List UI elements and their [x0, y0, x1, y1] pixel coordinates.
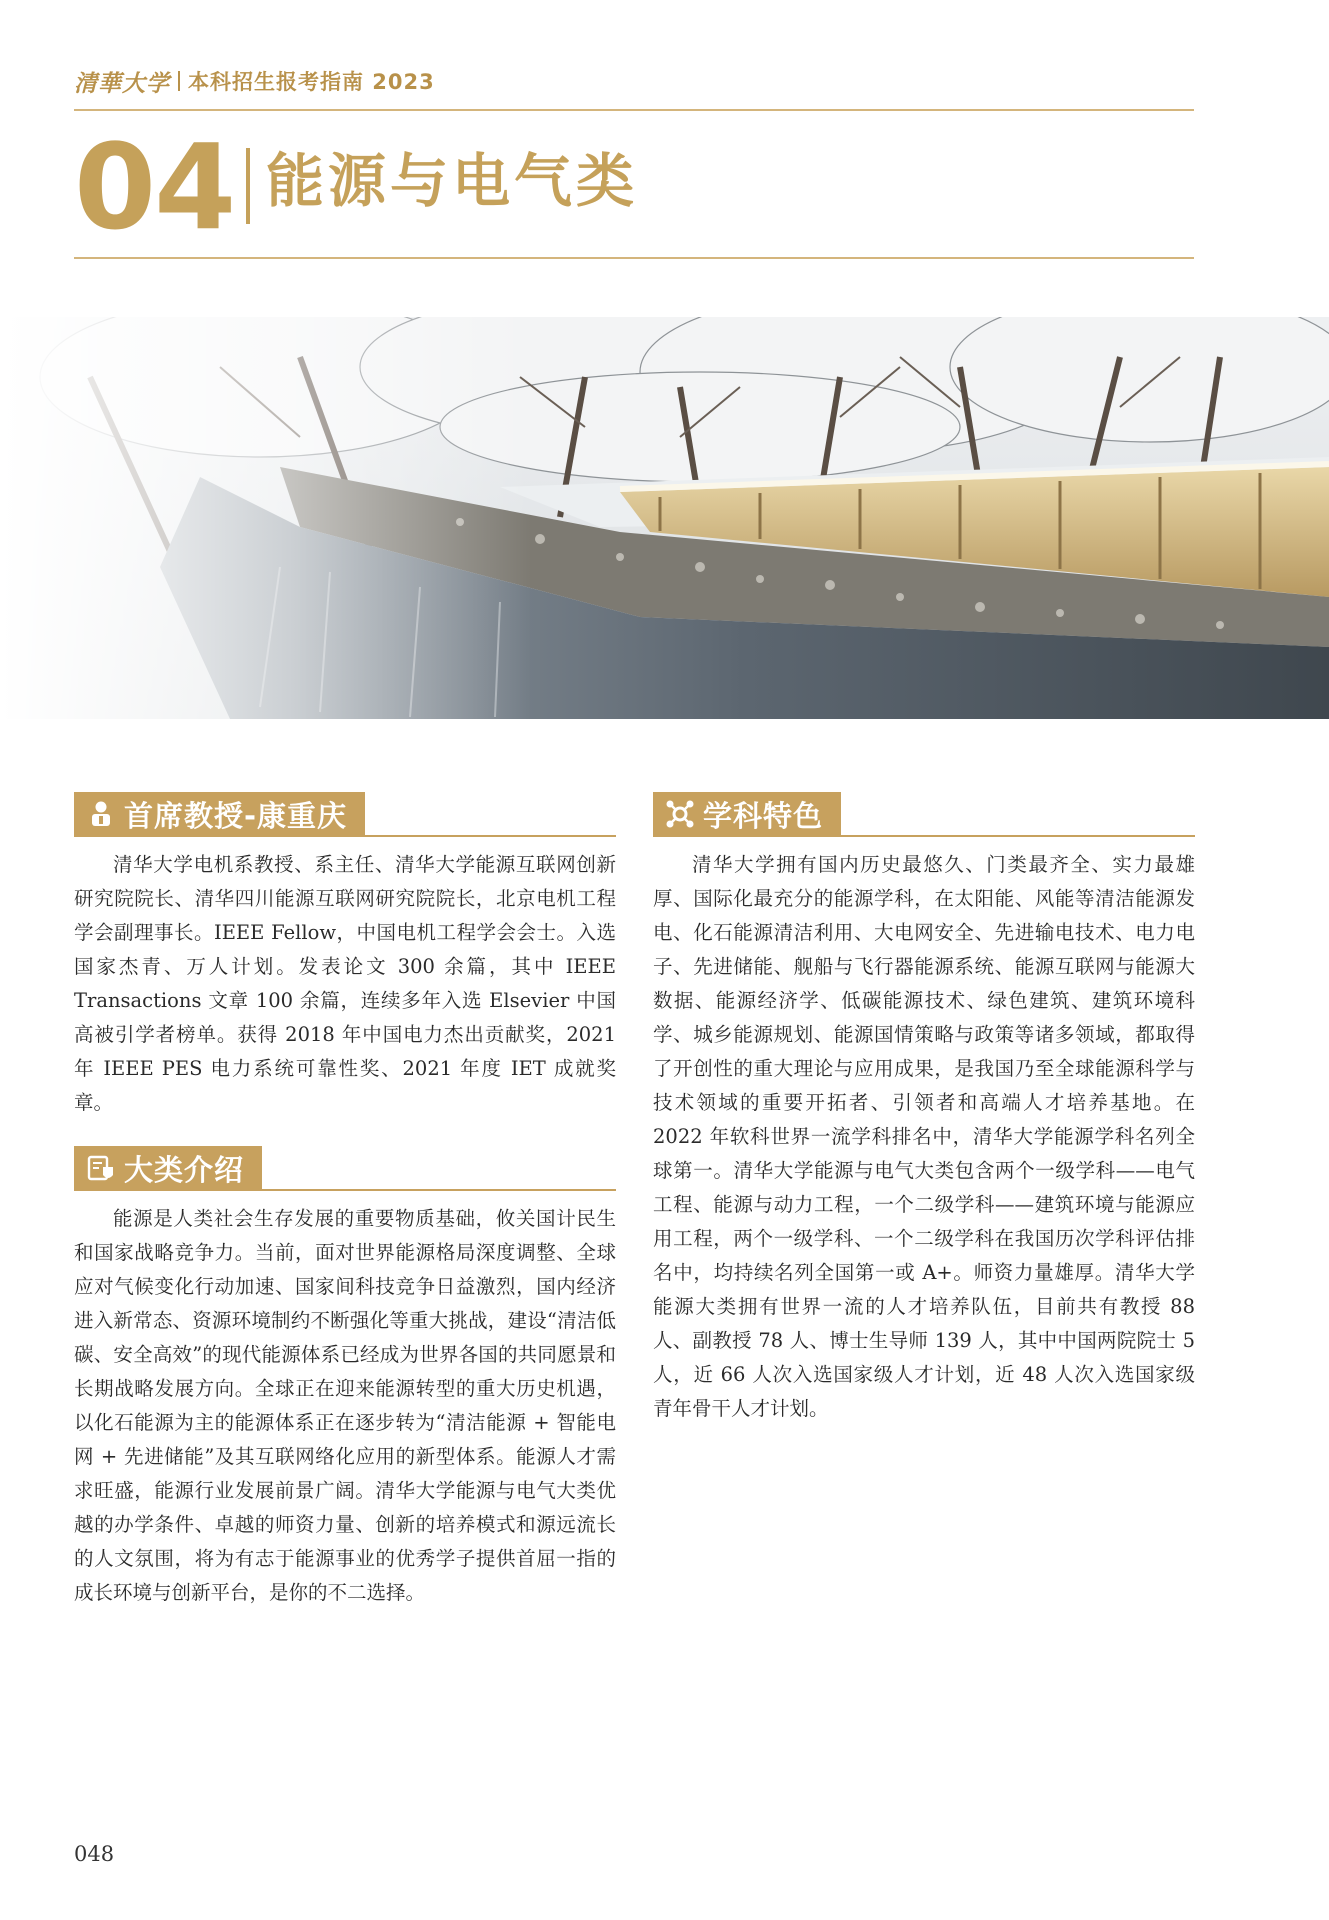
chapter-number: 04 — [74, 118, 235, 256]
right-column — [653, 792, 1195, 1452]
chapter-rule — [74, 257, 1194, 259]
header-divider — [178, 71, 180, 91]
left-column — [74, 792, 616, 1636]
professor-section-tab — [74, 792, 365, 836]
chapter-divider — [246, 148, 250, 224]
snow-campus-river-photo — [0, 317, 1329, 719]
professor-section-header — [74, 792, 616, 836]
chapter-title: 能源与电气类 — [266, 147, 639, 215]
section-rule — [74, 1189, 616, 1191]
features-section-tab — [653, 792, 841, 836]
header-rule — [74, 109, 1194, 111]
intro-body: 能源是人类社会生存发展的重要物质基础，攸关国计民生和国家战略竞争力。当前，面对世界能源格局深度调整、全球应对气候变化行动加速、国家间科技竞争日益激烈，国内经济进入新常态、资源环境制约不断强化等重大挑战，建设“清洁低碳、安全高效”的现代能源体系已经成为世界各国的共同愿景和长期战略发展方向。全球正在迎来能源转型的重大历史机遇，以化石能源为主的能源体系正在逐步转为“清洁能源 + 智能电网 + 先进储能”及其互联网络化应用的新型体系。能源人才需求旺盛，能源行业发展前景广阔。清华大学能源与电气大类优越的办学条件、卓越的师资力量、创新的培养模式和源远流长的人文氛围，将为有志于能源事业的优秀学子提供首屈一指的成长环境与创新平台，是你的不二选择。 — [74, 1207, 616, 1604]
page-number: 048 — [74, 1842, 115, 1866]
university-logo: 清華大学 — [74, 69, 170, 97]
person-icon — [86, 799, 116, 829]
intro-section-tab — [74, 1146, 262, 1190]
features-section-header — [653, 792, 1195, 836]
section-rule — [653, 835, 1195, 837]
features-heading: 学科特色 — [703, 798, 824, 833]
hero-photo — [0, 317, 1329, 719]
running-header — [74, 66, 435, 96]
network-nodes-icon — [665, 799, 695, 829]
intro-section-header — [74, 1146, 616, 1190]
professor-heading: 首席教授-康重庆 — [124, 798, 348, 833]
intro-heading: 大类介绍 — [124, 1152, 245, 1187]
guide-title: 本科招生报考指南 2023 — [188, 70, 435, 94]
features-body: 清华大学拥有国内历史最悠久、门类最齐全、实力最雄厚、国际化最充分的能源学科，在太阳能、风能等清洁能源发电、化石能源清洁利用、大电网安全、先进输电技术、电力电子、先进储能、舰船与飞行器能源系统、能源互联网与能源大数据、能源经济学、低碳能源技术、绿色建筑、建筑环境科学、城乡能源规划、能源国情策略与政策等诸多领域，都取得了开创性的重大理论与应用成果，是我国乃至全球能源科学与技术领域的重要开拓者、引领者和高端人才培养基地。在 2022 年软科世界一流学科排名中，清华大学能源学科名列全球第一。清华大学能源与电气大类包含两个一级学科——电气工程、能源与动力工程，一个二级学科——建筑环境与能源应用工程，两个一级学科、一个二级学科在我国历次学科评估排名中，均持续名列全国第一或 A+。师资力量雄厚。清华大学能源大类拥有世界一流的人才培养队伍，目前共有教授 88 人、副教授 78 人、博士生导师 139 人，其中中国两院院士 5 人，近 66 人次入选国家级人才计划，近 48 人次入选国家级青年骨干人才计划。 — [653, 853, 1195, 1420]
professor-body: 清华大学电机系教授、系主任、清华大学能源互联网创新研究院院长、清华四川能源互联网研究院院长，北京电机工程学会副理事长。IEEE Fellow，中国电机工程学会会士。入选国家杰青、万人计划。发表论文 300 余篇，其中 IEEE Transactions 文章 100 余篇，连续多年入选 Elsevier 中国高被引学者榜单。获得 2018 年中国电力杰出贡献奖，2021 年 IEEE PES 电力系统可靠性奖、2021 年度 IET 成就奖章。 — [74, 853, 616, 1114]
document-badge-icon — [86, 1153, 116, 1183]
section-rule — [74, 835, 616, 837]
